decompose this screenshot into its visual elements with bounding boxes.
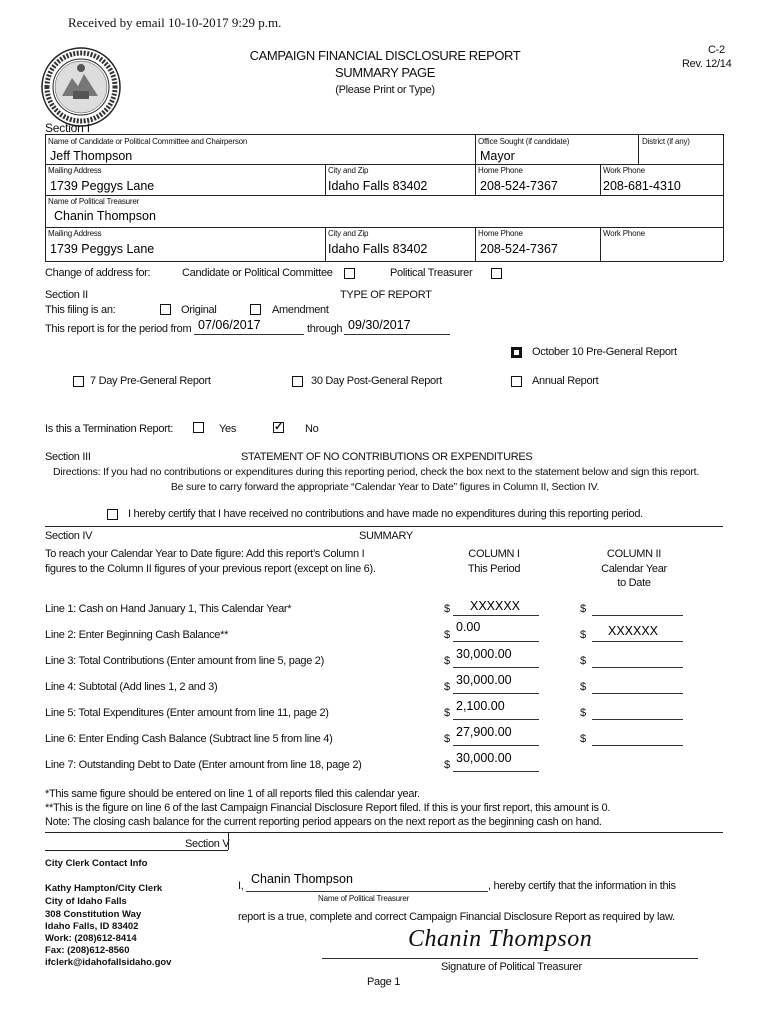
clerk-contact-line: City of Idaho Falls	[45, 896, 127, 907]
summary-line-5-label: Line 5: Total Expenditures (Enter amount from line 11, page 2)	[45, 707, 329, 719]
section-3-title: STATEMENT OF NO CONTRIBUTIONS OR EXPENDITURES	[241, 451, 533, 463]
column-1-subheading: This Period	[467, 563, 521, 575]
oct10-pre-general-label: October 10 Pre-General Report	[532, 346, 677, 358]
clerk-contact-line: Kathy Hampton/City Clerk	[45, 883, 163, 894]
summary-line-1-col1[interactable]: XXXXXX	[470, 599, 521, 613]
column-2-subheading-2: to Date	[617, 577, 651, 589]
treasurer-mailing-field[interactable]: 1739 Peggys Lane	[50, 242, 155, 256]
section-3-heading: Section III	[45, 451, 91, 463]
currency-sign: $	[580, 733, 586, 745]
summary-line-7-col1[interactable]: 30,000.00	[456, 751, 512, 765]
certify-text-2: report is a true, complete and correct Campaign Financial Disclosure Report as required by law.	[238, 911, 675, 923]
certify-text: , hereby certify that the information in this	[488, 880, 676, 892]
signature-caption: Signature of Political Treasurer	[441, 961, 582, 973]
annual-report-label: Annual Report	[532, 375, 599, 387]
30day-post-general-label: 30 Day Post-General Report	[311, 375, 442, 387]
30day-post-general-checkbox[interactable]	[292, 376, 303, 387]
summary-line-3-label: Line 3: Total Contributions (Enter amount from line 5, page 2)	[45, 655, 324, 667]
termination-no-checkbox[interactable]	[273, 422, 284, 433]
section-3-directions: Directions: If you had no contributions or expenditures during this reporting period, check the box next to the statement below and sign this report.	[53, 466, 700, 478]
home-phone-label: Home Phone	[478, 166, 523, 175]
currency-sign: $	[580, 629, 586, 641]
form-subtitle: SUMMARY PAGE	[335, 65, 435, 80]
currency-sign: $	[580, 707, 586, 719]
summary-note-2: **This is the figure on line 6 of the last Campaign Financial Disclosure Report filed. If this is your first report, this amount is 0.	[45, 802, 611, 814]
through-label: through	[307, 323, 343, 335]
section-5-heading: Section V	[185, 838, 230, 850]
mailing-field[interactable]: 1739 Peggys Lane	[50, 179, 155, 193]
change-address-label: Change of address for:	[45, 267, 151, 279]
section-2-heading: Section II	[45, 289, 88, 301]
change-candidate-checkbox[interactable]	[344, 268, 355, 279]
change-treasurer-label: Political Treasurer	[390, 267, 473, 279]
form-revision: Rev. 12/14	[682, 58, 732, 70]
period-label: This report is for the period from	[45, 323, 192, 335]
summary-note-3: Note: The closing cash balance for the current reporting period appears on the next report as the beginning cash on hand.	[45, 816, 602, 828]
work-phone-field[interactable]: 208-681-4310	[603, 179, 681, 193]
treasurer-city-label: City and Zip	[328, 229, 369, 238]
column-2-subheading: Calendar Year	[601, 563, 667, 575]
currency-sign: $	[444, 759, 450, 771]
currency-sign: $	[580, 603, 586, 615]
currency-sign: $	[444, 655, 450, 667]
clerk-contact-line: Idaho Falls, ID 83402	[45, 921, 139, 932]
summary-note-1: *This same figure should be entered on line 1 of all reports filed this calendar year.	[45, 788, 420, 800]
filing-label: This filing is an:	[45, 304, 116, 316]
form-instruction: (Please Print or Type)	[335, 84, 435, 96]
summary-line-4-label: Line 4: Subtotal (Add lines 1, 2 and 3)	[45, 681, 218, 693]
section-4-intro-2: figures to the Column II figures of your previous report (except on line 6).	[45, 563, 376, 575]
summary-line-2-col2[interactable]: XXXXXX	[608, 624, 659, 638]
column-2-heading: COLUMN II	[606, 548, 662, 560]
summary-line-6-label: Line 6: Enter Ending Cash Balance (Subtract line 5 from line 4)	[45, 733, 333, 745]
section-3-directions-2: Be sure to carry forward the appropriate “Calendar Year to Date” figures in Column II, Section IV.	[170, 481, 600, 493]
annual-report-checkbox[interactable]	[511, 376, 522, 387]
section-4-heading: Section IV	[45, 530, 93, 542]
currency-sign: $	[444, 681, 450, 693]
currency-sign: $	[580, 681, 586, 693]
candidate-field[interactable]: Jeff Thompson	[50, 149, 133, 163]
amendment-label: Amendment	[272, 304, 329, 316]
treasurer-signature[interactable]: Chanin Thompson	[408, 926, 593, 952]
summary-line-1-label: Line 1: Cash on Hand January 1, This Calendar Year*	[45, 603, 292, 615]
amendment-checkbox[interactable]	[250, 304, 261, 315]
summary-line-3-col1[interactable]: 30,000.00	[456, 647, 512, 661]
currency-sign: $	[580, 655, 586, 667]
home-phone-field[interactable]: 208-524-7367	[480, 179, 558, 193]
section-1-heading: Section I	[45, 121, 90, 135]
office-label: Office Sought (if candidate)	[478, 137, 570, 146]
treasurer-label: Name of Political Treasurer	[48, 197, 140, 206]
work-phone-label: Work Phone	[603, 166, 645, 175]
termination-yes-label: Yes	[219, 423, 237, 435]
name-caption: Name of Political Treasurer	[318, 894, 410, 903]
mailing-label: Mailing Address	[48, 166, 102, 175]
currency-sign: $	[444, 733, 450, 745]
treasurer-home-phone-field[interactable]: 208-524-7367	[480, 242, 558, 256]
page-number: Page 1	[367, 976, 401, 988]
summary-line-7-label: Line 7: Outstanding Debt to Date (Enter amount from line 18, page 2)	[45, 759, 362, 771]
summary-line-5-col1[interactable]: 2,100.00	[456, 699, 505, 713]
termination-label: Is this a Termination Report:	[45, 423, 174, 435]
clerk-contact-email[interactable]: ifclerk@idahofallsidaho.gov	[45, 957, 172, 968]
form-title: CAMPAIGN FINANCIAL DISCLOSURE REPORT	[249, 48, 521, 63]
treasurer-field[interactable]: Chanin Thompson	[54, 209, 156, 223]
certify-i: I,	[238, 880, 244, 892]
change-treasurer-checkbox[interactable]	[491, 268, 502, 279]
clerk-contact-line: 308 Constitution Way	[45, 909, 142, 920]
city-label: City and Zip	[328, 166, 369, 175]
7day-pre-general-checkbox[interactable]	[73, 376, 84, 387]
office-field[interactable]: Mayor	[480, 149, 515, 163]
7day-pre-general-label: 7 Day Pre-General Report	[90, 375, 211, 387]
currency-sign: $	[444, 603, 450, 615]
form-code: C-2	[708, 44, 725, 56]
original-label: Original	[181, 304, 217, 316]
district-label: District (if any)	[642, 137, 690, 146]
period-to-field[interactable]: 09/30/2017	[348, 318, 411, 332]
summary-line-4-col1[interactable]: 30,000.00	[456, 673, 512, 687]
summary-line-2-col1[interactable]: 0.00	[456, 620, 481, 634]
termination-no-label: No	[305, 423, 319, 435]
column-1-heading: COLUMN I	[468, 548, 520, 560]
clerk-contact-title: City Clerk Contact Info	[45, 858, 148, 869]
clerk-contact-line: Work: (208)612-8414	[45, 933, 137, 944]
treasurer-mailing-label: Mailing Address	[48, 229, 102, 238]
type-of-report-heading: TYPE OF REPORT	[340, 289, 432, 301]
candidate-label: Name of Candidate or Political Committee and Chairperson	[48, 137, 248, 146]
city-field[interactable]: Idaho Falls 83402	[328, 179, 428, 193]
original-checkbox[interactable]	[160, 304, 171, 315]
treasurer-city-field[interactable]: Idaho Falls 83402	[328, 242, 428, 256]
summary-line-2-label: Line 2: Enter Beginning Cash Balance**	[45, 629, 229, 641]
currency-sign: $	[444, 707, 450, 719]
treasurer-work-phone-label: Work Phone	[603, 229, 645, 238]
no-contributions-checkbox[interactable]	[107, 509, 118, 520]
section-4-title: SUMMARY	[359, 530, 413, 542]
no-contributions-certify: I hereby certify that I have received no contributions and have made no expenditures during this reporting period.	[128, 508, 643, 520]
treasurer-home-phone-label: Home Phone	[478, 229, 523, 238]
clerk-contact-line: Fax: (208)612-8560	[45, 945, 130, 956]
period-from-field[interactable]: 07/06/2017	[198, 318, 261, 332]
summary-line-6-col1[interactable]: 27,900.00	[456, 725, 512, 739]
certify-treasurer-name-field[interactable]: Chanin Thompson	[251, 872, 353, 886]
currency-sign: $	[444, 629, 450, 641]
received-stamp: Received by email 10-10-2017 9:29 p.m.	[68, 15, 282, 30]
oct10-pre-general-checkbox[interactable]	[511, 347, 522, 358]
termination-yes-checkbox[interactable]	[193, 422, 204, 433]
section-4-intro-1: To reach your Calendar Year to Date figure: Add this report’s Column I	[45, 548, 365, 560]
change-candidate-label: Candidate or Political Committee	[182, 267, 333, 279]
